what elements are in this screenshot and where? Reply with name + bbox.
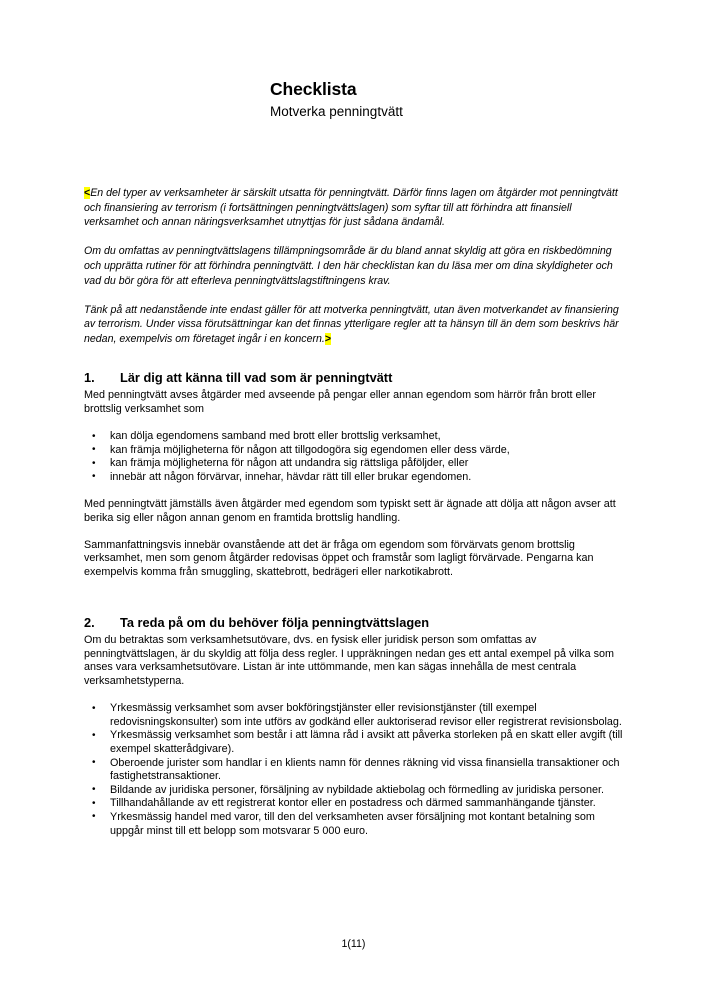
page-subtitle: Motverka penningtvätt (270, 103, 403, 119)
list-item: • innebär att någon förvärvar, innehar, hävdar rätt till eller brukar egendomen. (84, 471, 626, 485)
list-item: • Bildande av juridiska personer, försäljning av nybildade aktiebolag och förmedling av juridiska personer. (84, 784, 626, 798)
section-1-paragraph-3: Sammanfattningsvis innebär ovanstående att det är fråga om egendom som förvärvats genom brottslig verksamhet, men som genom åtgärder redovisas öppet och framstår som lagligt förvärvade. Pengarna kan exempelvis komma från smuggling, skattebrott, bedrägeri eller narkotikabrott. (84, 538, 594, 578)
section-2 (84, 614, 626, 852)
section-1-heading (84, 369, 626, 386)
list-item: • kan främja möjligheterna för någon att undandra sig rättsliga påföljder, eller (84, 457, 626, 471)
list-item: • Yrkesmässig verksamhet som består i att lämna råd i avsikt att påverka storleken på en skatt eller avgift (till exempel skatterådgivare). (84, 729, 626, 756)
page-title: Checklista (270, 79, 357, 99)
list-item: • Yrkesmässig handel med varor, till den del verksamheten avser försäljning mot kontant betalning som uppgår minst till ett belopp som motsvarar 5 000 euro. (84, 811, 626, 838)
list-item: • Oberoende jurister som handlar i en klients namn för dennes räkning vid vissa finansiella transaktioner och fastighetstransaktioner. (84, 757, 626, 784)
section-2-intro: Om du betraktas som verksamhetsutövare, dvs. en fysisk eller juridisk person som omfattas av penningtvättslagen, är du skyldig att följa dess regler. I uppräkningen nedan ges ett antal exempel på vilka som anses vara verksamhetsutövare. Listan är inte uttömmande, men kan sägas innehålla de mest centrala verksamhetstyperna. (84, 634, 614, 688)
section-1-title: Lär dig att känna till vad som är penningtvätt (120, 370, 393, 385)
intro-paragraph-2: Om du omfattas av penningtvättslagens tillämpningsområde är du bland annat skyldig att göra en riskbedömning och upprätta rutiner för att förhindra penningtvätt. I den här checklistan kan du läsa mer om dina skyldigheter och vad du bör göra för att efterleva penningtvättslagstiftningens krav. (84, 245, 613, 287)
section-1 (84, 369, 626, 580)
intro-paragraph-3 (84, 303, 626, 347)
list-item: • kan främja möjligheterna för någon att tillgodogöra sig egendomen eller dess värde, (84, 444, 626, 458)
list-item: • Tillhandahållande av ett registrerat kontor eller en postadress och därmed sammanhängande tjänster. (84, 797, 626, 811)
section-1-bullet-list (84, 430, 626, 484)
intro-paragraph-1 (84, 186, 626, 230)
section-1-intro: Med penningtvätt avses åtgärder med avseende på pengar eller annan egendom som härrör från brott eller brottslig verksamhet som (84, 389, 596, 415)
intro-block (84, 186, 626, 347)
section-2-number: 2. (84, 615, 95, 630)
page-number: 1(11) (341, 938, 366, 950)
highlight-marker-close: > (324, 332, 332, 345)
highlight-marker-open: < (84, 187, 91, 199)
section-2-bullet-list (84, 702, 626, 838)
list-item: • kan dölja egendomens samband med brott eller brottslig verksamhet, (84, 430, 626, 444)
section-1-number: 1. (84, 370, 95, 385)
list-item: • Yrkesmässig verksamhet som avser bokföringstjänster eller revisionstjänster (till exempel redovisningskonsulter) som inte utförs av godkänd eller auktoriserad revisor eller registrerat revisionsbolag. (84, 702, 626, 729)
section-2-title: Ta reda på om du behöver följa penningtvättslagen (120, 615, 430, 630)
document-header (270, 79, 630, 120)
intro-paragraph-1-text: En del typer av verksamheter är särskilt utsatta för penningtvätt. Därför finns lagen om åtgärder mot penningtvätt och finansiering av terrorism (i fortsättningen penningtvättslagen) som syftar till att förhindra att finansiell verksamhet och annan näringsverksamhet utnyttjas för just sådana ändamål. (84, 187, 618, 229)
page-footer (0, 938, 707, 950)
intro-paragraph-3-text: Tänk på att nedanstående inte endast gäller för att motverka penningtvätt, utan även motverkandet av finansiering av terrorism. Under vissa förutsättningar kan det finnas ytterligare regler att ta hänsyn till än dem som beskrivs här nedan, exempelvis om företaget ingår i en koncern. (84, 303, 619, 345)
section-2-heading (84, 614, 626, 631)
section-1-paragraph-2: Med penningtvätt jämställs även åtgärder med egendom som typiskt sett är ägnade att dölja att någon avser att berika sig eller någon annan genom en framtida brottslig handling. (84, 498, 616, 524)
